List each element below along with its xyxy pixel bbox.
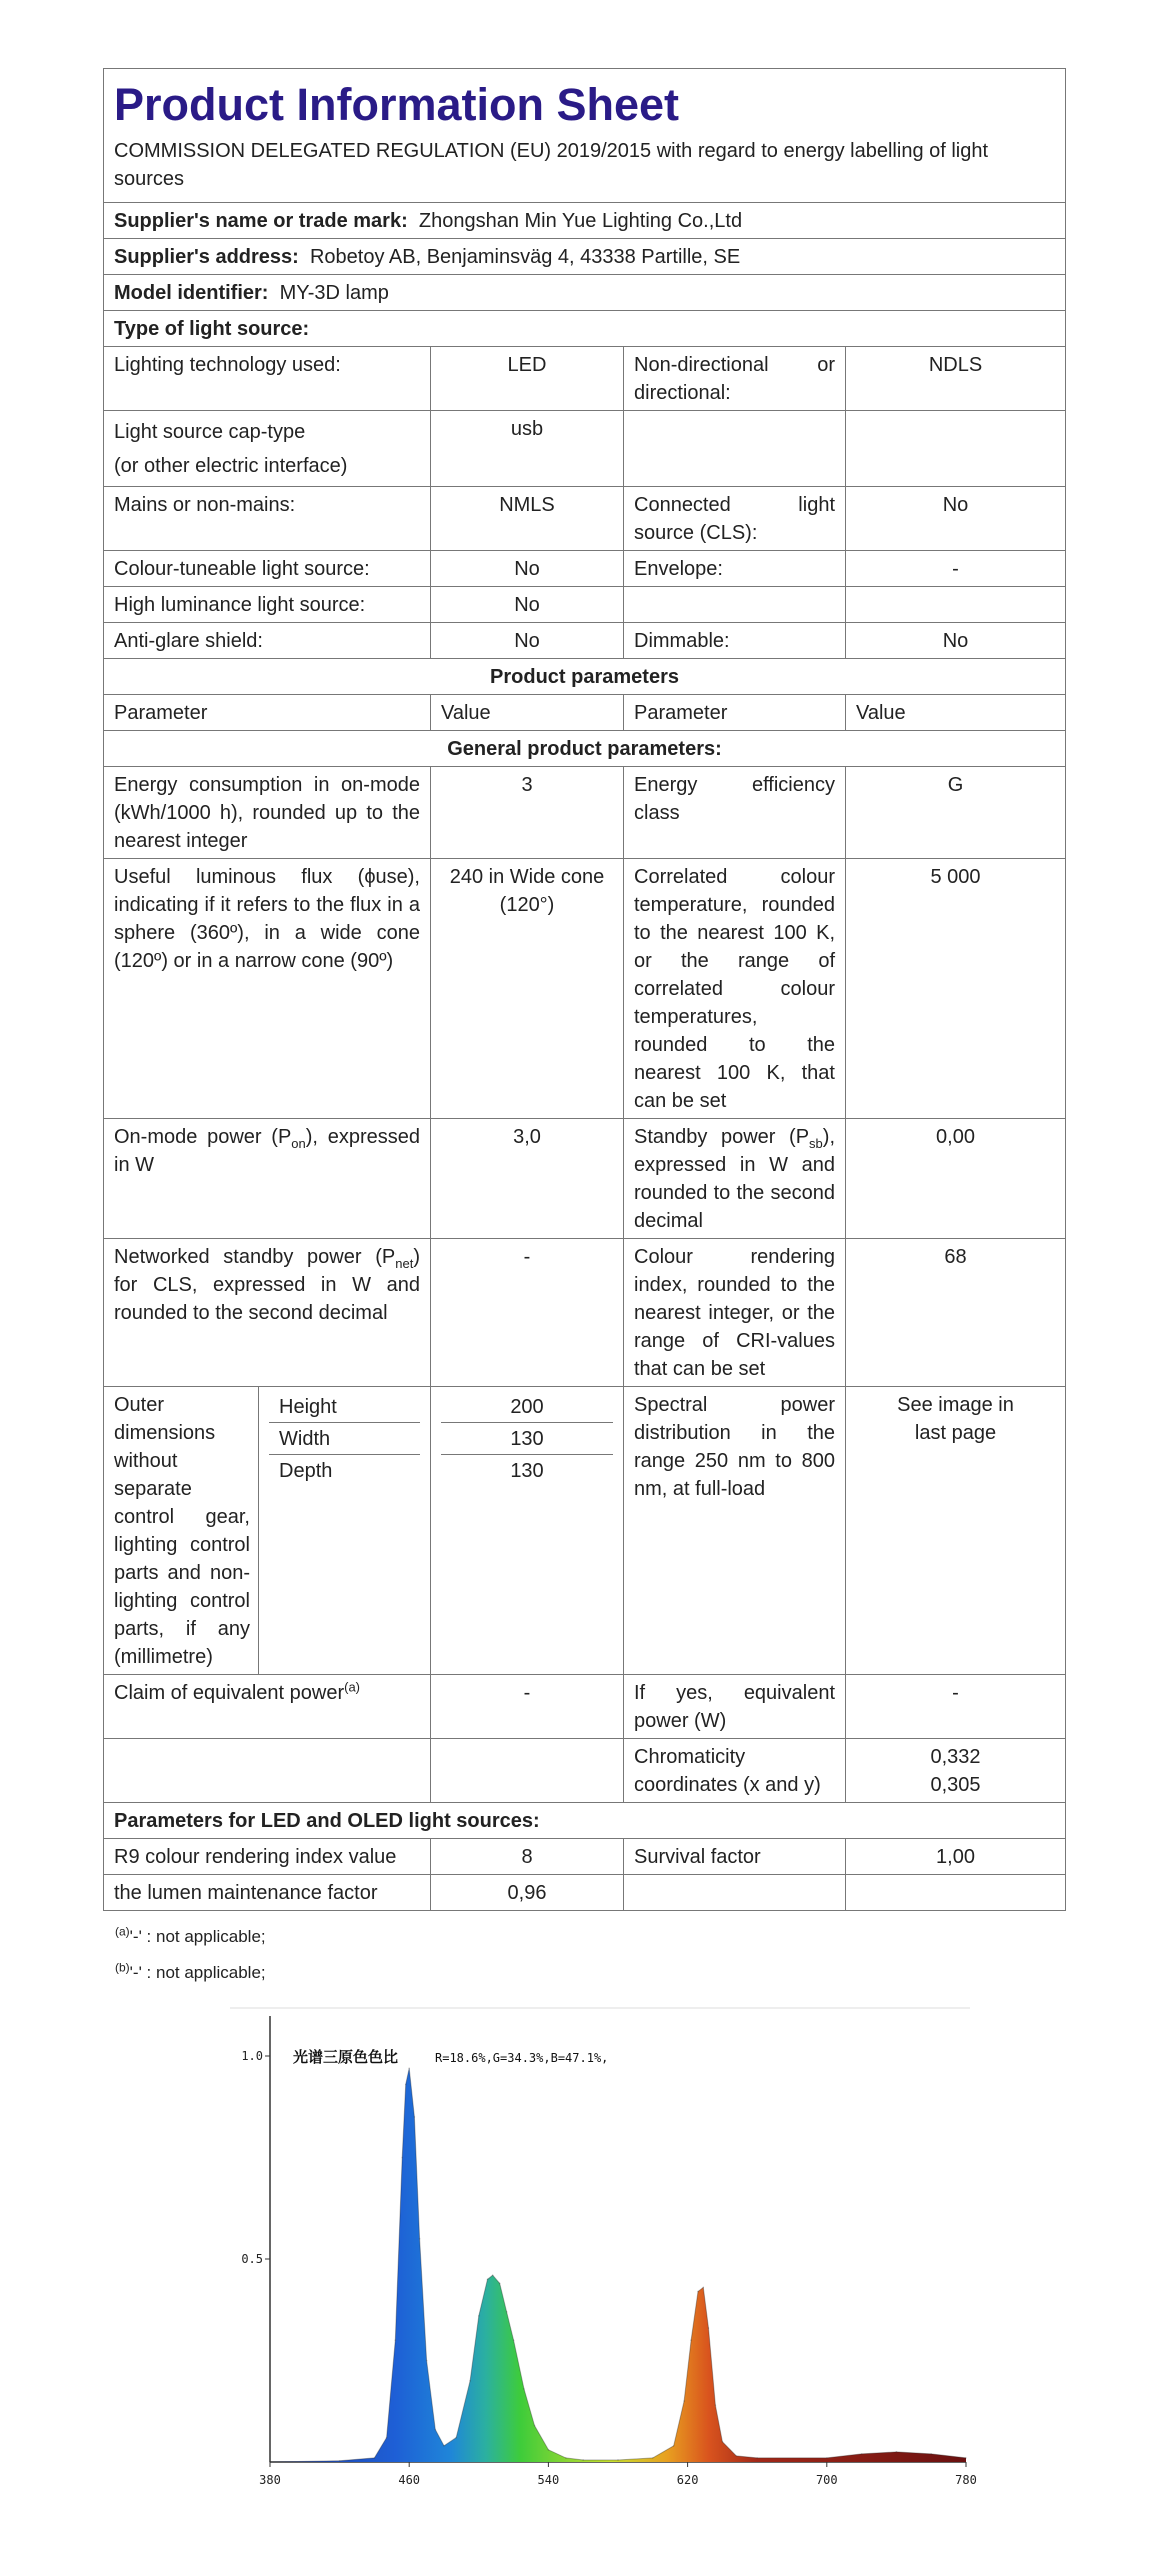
r9-value: 8 (431, 1839, 624, 1875)
envelope-label: Envelope: (624, 551, 846, 587)
equiv-power-value: - (846, 1675, 1066, 1739)
x-tick-label: 540 (537, 2473, 560, 2487)
cct-label: Correlated colour temperature, rounded to the nearest 100 K, or the range of correlated colour temperatures, rounded to the nearest 100 K, that can be set (624, 859, 846, 1119)
spectrum-point (896, 2451, 898, 2453)
model-label: Model identifier: (114, 282, 269, 304)
dimmable-value: No (846, 623, 1066, 659)
x-tick-label: 620 (676, 2473, 699, 2487)
dimmable-label: Dimmable: (624, 623, 846, 659)
spectral-chart (230, 2006, 977, 2496)
chroma-label: Chromaticity coordinates (x and y) (624, 1739, 846, 1803)
spectrum-point (708, 2327, 710, 2329)
depth-value: 130 (510, 1460, 544, 1482)
envelope-value: - (846, 551, 1066, 587)
product-params-title: Product parameters (104, 659, 1066, 695)
spd-value: See image in last page (846, 1387, 1066, 1675)
spectrum-point (386, 2437, 388, 2439)
cap-type-label: Light source cap-type (114, 421, 306, 443)
lumen-maint-row (104, 1875, 1066, 1911)
y-ticks (241, 2049, 270, 2266)
r9-row (104, 1839, 1066, 1875)
anti-glare-row (104, 623, 1066, 659)
spectrum-point (722, 2441, 724, 2443)
spectrum-point (414, 2116, 416, 2118)
spectrum-point (492, 2274, 494, 2276)
spectrum-point (487, 2279, 489, 2281)
spectrum-point (673, 2445, 675, 2447)
regulation-subtitle: COMMISSION DELEGATED REGULATION (EU) 2019/2015 with regard to energy labelling of light sources (114, 140, 989, 190)
chroma-row (104, 1739, 1066, 1803)
supplier-address-label: Supplier's address: (114, 246, 299, 268)
spectrum-point (715, 2404, 717, 2406)
chroma-x: 0,332 (930, 1746, 981, 1768)
spectrum-point (652, 2457, 654, 2459)
column-header-row (104, 695, 1066, 731)
supplier-name-label: Supplier's name or trade mark: (114, 210, 408, 232)
equiv-power-label: If yes, equivalent power (W) (624, 1675, 846, 1739)
height-value: 200 (441, 1391, 613, 1423)
directional-label: Non-directional or directional: (624, 347, 846, 411)
spectrum-point (697, 2291, 699, 2293)
cri-value: 68 (846, 1239, 1066, 1387)
cls-value: No (846, 487, 1066, 551)
anti-glare-value: No (431, 623, 624, 659)
supplier-name-value: Zhongshan Min Yue Lighting Co.,Ltd (418, 210, 743, 232)
spectrum-point (499, 2283, 501, 2285)
model-value: MY-3D lamp (279, 282, 389, 304)
spectrum-point (469, 2380, 471, 2382)
high-lum-label: High luminance light source: (104, 587, 431, 623)
energy-label: Energy consumption in on-mode (kWh/1000 h), rounded up to the nearest integer (104, 767, 431, 859)
y-tick-label: 1.0 (241, 2049, 263, 2063)
standby-value: 0,00 (846, 1119, 1066, 1239)
page-title: Product Information Sheet (114, 79, 680, 130)
cap-type-value: usb (431, 411, 624, 487)
spectrum-point (736, 2455, 738, 2457)
spectrum-point (523, 2388, 525, 2390)
survival-label: Survival factor (624, 1839, 846, 1875)
type-row (104, 311, 1066, 347)
spectrum-point (861, 2453, 863, 2455)
footnotes (103, 1919, 1065, 1991)
eff-class-value: G (846, 767, 1066, 859)
cct-value: 5 000 (846, 859, 1066, 1119)
lumen-maint-label: the lumen maintenance factor (104, 1875, 431, 1911)
mains-value: NMLS (431, 487, 624, 551)
type-label: Type of light source: (114, 318, 310, 340)
spectrum-points (269, 2067, 967, 2462)
cap-type-label-2: (or other electric interface) (114, 455, 348, 477)
model-row (104, 275, 1066, 311)
tuneable-label: Colour-tuneable light source: (104, 551, 431, 587)
chroma-y: 0,305 (930, 1774, 981, 1796)
spectrum-point (374, 2457, 376, 2459)
standby-label: Standby power $(P_{sb})$, expressed in W and rounded to the second decimal (624, 1119, 846, 1239)
spectrum-point (269, 2461, 271, 2463)
equiv-claim-value: - (431, 1675, 624, 1739)
spectrum-point (826, 2457, 828, 2459)
network-row (104, 1239, 1066, 1387)
spectrum-point (965, 2457, 967, 2459)
spectrum-point (548, 2449, 550, 2451)
general-params-title: General product parameters: (104, 731, 1066, 767)
x-ticks (259, 2462, 977, 2487)
energy-value: 3 (431, 767, 624, 859)
x-tick-label: 780 (955, 2473, 977, 2487)
spectrum-point (683, 2400, 685, 2402)
spectrum-point (702, 2287, 704, 2289)
spectrum-point (582, 2459, 584, 2461)
spectrum-point (506, 2311, 508, 2313)
spectrum-point (534, 2425, 536, 2427)
spd-label: Spectral power distribution in the range 250 nm to 800 nm, at full-load (624, 1387, 846, 1675)
power-row (104, 1119, 1066, 1239)
tuneable-row (104, 551, 1066, 587)
flux-value: 240 in Wide cone (120°) (431, 859, 624, 1119)
chart-annotation: R=18.6%,G=34.3%,B=47.1%, (435, 2051, 609, 2065)
spectrum-point (478, 2315, 480, 2317)
spectrum-point (394, 2339, 396, 2341)
lumen-maint-value: 0,96 (431, 1875, 624, 1911)
spectrum-area (270, 2068, 966, 2462)
on-power-value: 3,0 (431, 1119, 624, 1239)
spectrum-line (270, 2068, 966, 2462)
supplier-address-row (104, 239, 1066, 275)
spectrum-point (419, 2238, 421, 2240)
flux-label: Useful luminous flux (ϕuse), indicating if it refers to the flux in a sphere (360º), in a wide cone (120º) or in a narrow cone (90º) (104, 859, 431, 1119)
energy-row (104, 767, 1066, 859)
eff-class-label: Energy efficiency class (624, 767, 846, 859)
spectrum-point (690, 2339, 692, 2341)
r9-label: R9 colour rendering index value (104, 1839, 431, 1875)
col-parameter-1: Parameter (104, 695, 431, 731)
footnote-b: $^{(b)}$'-' : not applicable; (115, 1960, 266, 1982)
col-value-2: Value (846, 695, 1066, 731)
net-standby-label: Networked standby power $(P_{net})$ for CLS, expressed in W and rounded to the second decimal (104, 1239, 431, 1387)
cap-type-row (104, 411, 1066, 487)
general-params-header-row (104, 731, 1066, 767)
spectrum-point (617, 2459, 619, 2461)
outer-dim-label: Outer dimensions without separate control gear, lighting control parts and non-lighting control parts, if any (millimetre) (104, 1387, 259, 1675)
mains-label: Mains or non-mains: (104, 487, 431, 551)
spectrum-point (513, 2339, 515, 2341)
y-tick-label: 0.5 (241, 2252, 263, 2266)
product-information-sheet (103, 68, 1065, 1991)
on-power-label: On-mode power $(P_{on})$, expressed in W (104, 1119, 431, 1239)
width-value: 130 (441, 1423, 613, 1455)
cls-label: Connected light source (CLS): (624, 487, 846, 551)
footnote-a: $^{(a)}$'-' : not applicable; (115, 1924, 266, 1946)
x-tick-label: 460 (398, 2473, 421, 2487)
lighting-tech-label: Lighting technology used: (104, 347, 431, 411)
spectrum-point (435, 2429, 437, 2431)
spectrum-point (455, 2437, 457, 2439)
spectrum-point (565, 2457, 567, 2459)
height-label: Height (269, 1391, 420, 1423)
chart-title: 光谱三原色色比 (293, 2048, 399, 2066)
tuneable-value: No (431, 551, 624, 587)
equiv-row (104, 1675, 1066, 1739)
supplier-name-row (104, 203, 1066, 239)
led-params-title: Parameters for LED and OLED light sources: (104, 1803, 1066, 1839)
spectrum-point (426, 2360, 428, 2362)
directional-value: NDLS (846, 347, 1066, 411)
flux-row (104, 859, 1066, 1119)
supplier-address-value: Robetoy AB, Benjaminsväg 4, 43338 Partille, SE (309, 246, 741, 268)
spectrum-point (339, 2460, 341, 2462)
anti-glare-label: Anti-glare shield: (104, 623, 431, 659)
col-parameter-2: Parameter (624, 695, 846, 731)
spectrum-point (930, 2453, 932, 2455)
col-value-1: Value (431, 695, 624, 731)
dimensions-row (104, 1387, 1066, 1675)
width-label: Width (269, 1423, 420, 1455)
product-params-header-row (104, 659, 1066, 695)
lighting-tech-value: LED (431, 347, 624, 411)
spectrum-point (408, 2067, 410, 2069)
survival-value: 1,00 (846, 1839, 1066, 1875)
cri-label: Colour rendering index, rounded to the nearest integer, or the range of CRI-values that can be set (624, 1239, 846, 1387)
info-table (103, 68, 1066, 1911)
high-lum-value: No (431, 587, 624, 623)
depth-label: Depth (279, 1460, 333, 1482)
mains-row (104, 487, 1066, 551)
led-header-row (104, 1803, 1066, 1839)
net-standby-value: - (431, 1239, 624, 1387)
x-tick-label: 380 (259, 2473, 281, 2487)
spectrum-point (401, 2157, 403, 2159)
title-cell (104, 69, 1066, 203)
spectrum-point (405, 2084, 407, 2086)
lighting-tech-row (104, 347, 1066, 411)
high-lum-row (104, 587, 1066, 623)
spectrum-point (443, 2445, 445, 2447)
x-tick-label: 700 (815, 2473, 838, 2487)
equiv-claim-label: Claim of equivalent power$^{(a)}$ (104, 1675, 431, 1739)
spectrum-point (756, 2457, 758, 2459)
